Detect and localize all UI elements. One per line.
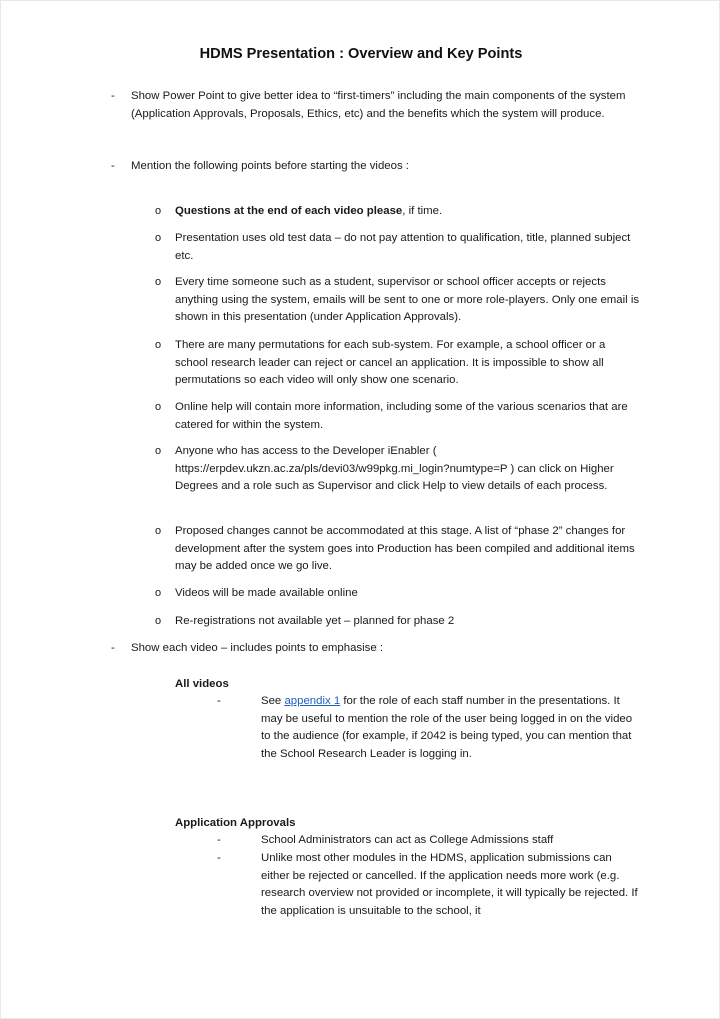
text-suffix: for the role of each staff number in the presentations. It may be useful to mention the role of the user being logged in on the video to the audience (for example, if 2042 is being typed, you can mention that the School Research Leader is logging in. [261,695,633,760]
point-item [155,274,641,327]
point-text: Anyone who has access to the Developer iEnabler ( https://erpdev.ukzn.ac.za/pls/devi03/w99pkg.mi_login?numtype=P ) can click on Higher Degrees and a role such as Supervisor and click Help to view details of each process. [175,445,614,493]
point-item [155,230,641,265]
circle-bullet: o [155,525,162,537]
point-text: Presentation uses old test data – do not pay attention to qualification, title, planned subject etc. [175,232,631,262]
point-text: Proposed changes cannot be accommodated at this stage. A list of “phase 2” changes for development after the system goes into Production has been compiled and additional items may be added once we go live. [175,525,635,573]
point-text: Videos will be made available online [175,587,358,599]
circle-bullet: o [155,205,162,217]
point-item [155,585,641,603]
intro-item-text: Mention the following points before starting the videos : [131,160,409,172]
circle-bullet: o [155,445,162,457]
circle-bullet: o [155,232,162,244]
circle-bullet: o [155,276,162,288]
point-item [155,443,641,496]
section-heading-all-videos: All videos [175,678,229,690]
all-videos-item [215,693,639,763]
text-prefix: See [261,695,285,707]
application-approvals-item-text: Unlike most other modules in the HDMS, application submissions can either be rejected or cancelled. If the application needs more work (e.g. research overview not provided or incomplete, it will typically be rejected. If the application is unsuitable to the school, it [261,852,638,917]
all-videos-item-text [261,693,639,763]
dash-bullet: - [111,160,115,172]
intro-item-show-videos [111,640,641,658]
circle-bullet: o [155,339,162,351]
dash-bullet: - [111,90,115,102]
dash-bullet: - [217,852,221,864]
circle-bullet: o [155,401,162,413]
point-text: Re-registrations not available yet – planned for phase 2 [175,615,455,627]
point-text [175,203,641,221]
dash-bullet: - [217,695,221,707]
application-approvals-item-text: School Administrators can act as College Admissions staff [261,834,554,846]
section-heading-application-approvals: Application Approvals [175,817,296,829]
dash-bullet: - [111,642,115,654]
point-item [155,203,641,221]
dash-bullet: - [217,834,221,846]
page-title: HDMS Presentation : Overview and Key Points [199,46,523,62]
appendix-link[interactable]: appendix 1 [284,695,341,707]
intro-item-power-point [111,88,641,123]
point-bold-text: Questions at the end of each video please [175,205,403,217]
intro-item-text: Show Power Point to give better idea to “first-timers” including the main components of the system (Application Approvals, Proposals, Ethics, etc) and the benefits which the system will produce. [131,90,626,120]
point-text-rest: , if time. [402,205,443,217]
point-text: There are many permutations for each sub-system. For example, a school officer or a school research leader can reject or cancel an application. It is impossible to show all permutations so each video will only show one scenario. [175,339,606,387]
point-item [155,523,641,576]
application-approvals-item [215,850,639,920]
point-item [155,399,641,434]
point-text: Every time someone such as a student, supervisor or school officer accepts or rejects anything using the system, emails will be sent to one or more role-players. Only one email is shown in this presentation (under Application Approvals). [175,276,640,324]
point-item [155,337,641,390]
circle-bullet: o [155,615,162,627]
intro-item-text: Show each video – includes points to emphasise : [131,642,384,654]
point-text: Online help will contain more information, including some of the various scenarios that are catered for within the system. [175,401,628,431]
point-item [155,613,641,631]
intro-item-mention-points [111,158,641,176]
application-approvals-item [215,832,639,850]
circle-bullet: o [155,587,162,599]
